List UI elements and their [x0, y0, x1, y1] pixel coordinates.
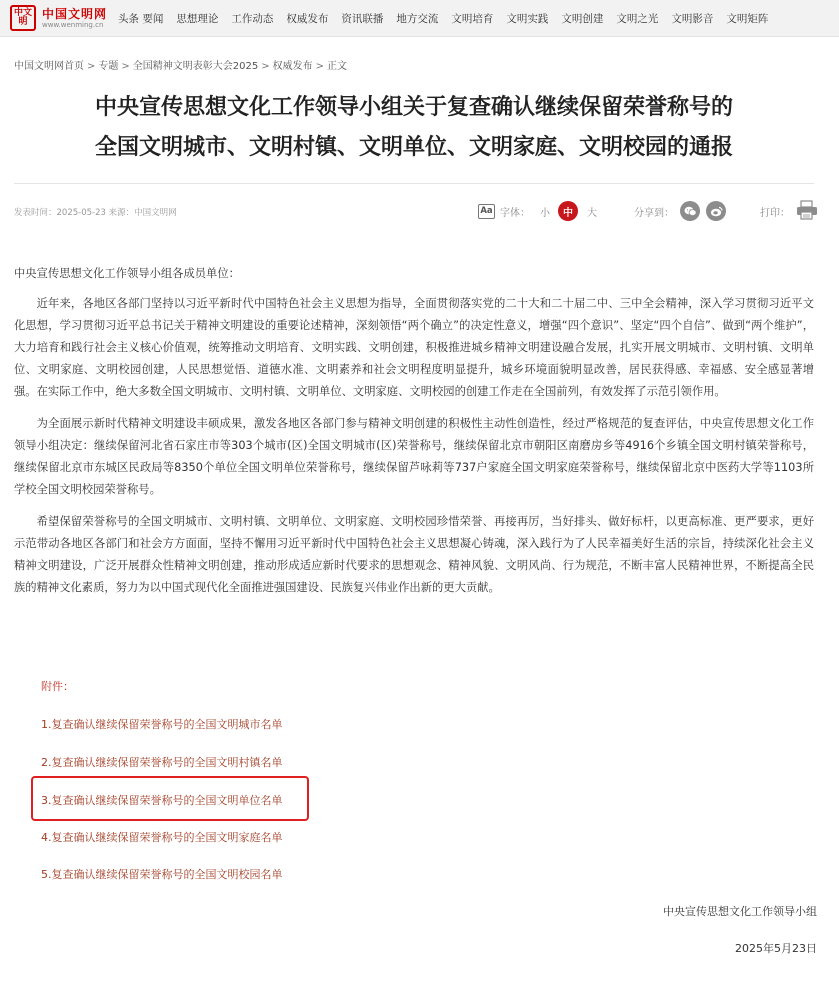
article-body [14, 263, 814, 609]
attachment-link-campuses[interactable]: 5.复查确认继续保留荣誉称号的全国文明校园名单 [41, 868, 283, 881]
article-title-line-2: 全国文明城市、文明村镇、文明单位、文明家庭、文明校园的通报 [94, 135, 733, 160]
logo-seal-icon: 中文明 [10, 5, 36, 31]
share-label: 分享到： [634, 207, 674, 219]
nav-item-media[interactable]: 文明影音 [671, 12, 714, 25]
logo-name: 中国文明网 [42, 6, 108, 21]
nav-item-theory[interactable]: 思想理论 [176, 12, 219, 25]
breadcrumb-topics[interactable]: 专题 [98, 61, 119, 72]
article-paragraph: 为全面展示新时代精神文明建设丰硕成果，激发各地区各部门参与精神文明创建的积极性主动性创造性，经过严格规范的复查评估，中央宣传思想文化工作领导小组决定：继续保留河北省石家庄市等303个城市(区)全国文明城市(区)荣誉称号，继续保留北京市朝阳区南磨房乡等4916个乡镇全国文明村镇荣誉称号，继续保留北京市东城区民政局等8350个单位全国文明单位荣誉称号，继续保留芦咏莉等737户家庭全国文明家庭荣誉称号，继续保留北京中医药大学等1103所学校全国文明校园荣誉称号。 [14, 417, 814, 496]
article-title [14, 88, 814, 168]
signature: 中央宣传思想文化工作领导小组 [663, 905, 817, 918]
wechat-share-icon[interactable] [680, 201, 700, 221]
article-salutation: 中央宣传思想文化工作领导小组各成员单位： [14, 267, 240, 280]
attachment-link-families[interactable]: 4.复查确认继续保留荣誉称号的全国文明家庭名单 [41, 831, 283, 844]
title-divider [14, 183, 814, 184]
nav-item-news-feed[interactable]: 资讯联播 [341, 12, 384, 25]
print-bar [760, 200, 818, 222]
font-size-icon: Aa [478, 204, 495, 219]
nav-item-cultivation[interactable]: 文明培育 [451, 12, 494, 25]
font-size-label: 字体： [500, 207, 530, 219]
nav-item-creation[interactable]: 文明创建 [561, 12, 604, 25]
nav-item-matrix[interactable]: 文明矩阵 [726, 12, 769, 25]
font-size-large-button[interactable]: 大 [587, 207, 597, 219]
attachment-link-villages[interactable]: 2.复查确认继续保留荣誉称号的全国文明村镇名单 [41, 756, 283, 769]
weibo-share-icon[interactable] [706, 201, 726, 221]
highlight-box [31, 776, 309, 821]
share-bar [634, 200, 726, 222]
breadcrumb-current: 正文 [327, 61, 348, 72]
font-size-medium-button[interactable]: 中 [558, 201, 578, 221]
breadcrumb-separator: > [261, 61, 270, 72]
site-logo[interactable] [10, 4, 107, 32]
nav-item-local[interactable]: 地方交流 [396, 12, 439, 25]
logo-text [42, 7, 107, 30]
breadcrumb-home[interactable]: 中国文明网首页 [14, 61, 84, 72]
print-label: 打印： [760, 207, 790, 219]
attachments-title: 附件： [41, 680, 74, 693]
nav-item-work-news[interactable]: 工作动态 [231, 12, 274, 25]
breadcrumb-separator: > [315, 61, 325, 72]
publish-info: 发表时间：2025-05-23 来源：中国文明网 [14, 208, 177, 218]
article-title-line-1: 中央宣传思想文化工作领导小组关于复查确认继续保留荣誉称号的 [94, 95, 733, 120]
font-size-small-button[interactable]: 小 [540, 207, 550, 219]
font-size-control [478, 200, 605, 222]
printer-icon[interactable] [796, 200, 818, 223]
nav-item-practice[interactable]: 文明实践 [506, 12, 549, 25]
breadcrumb-separator: > [121, 61, 130, 72]
article-paragraph: 希望保留荣誉称号的全国文明城市、文明村镇、文明单位、文明家庭、文明校园珍惜荣誉、再接再厉，当好排头、做好标杆，以更高标准、更严要求，更好示范带动各地区各部门和社会方方面面，坚持不懈用习近平新时代中国特色社会主义思想凝心铸魂，深入践行为了人民幸福美好生活的宗旨，持续深化社会主义精神文明建设，广泛开展群众性精神文明创建，推动形成适应新时代要求的思想观念、精神风貌、文明风尚、行为规范，不断丰富人民精神世界，不断提高全民族的精神文化素质，努力为以中国式现代化全面推进强国建设、民族复兴伟业作出新的更大贡献。 [14, 515, 814, 594]
nav-item-headlines[interactable]: 头条 要闻 [118, 12, 164, 25]
article-paragraph: 近年来，各地区各部门坚持以习近平新时代中国特色社会主义思想为指导，全面贯彻落实党的二十大和二十届二中、三中全会精神，深入学习贯彻习近平文化思想，学习贯彻习近平总书记关于精神文明建设的重要论述精神，深刻领悟“两个确立”的决定性意义，增强“四个意识”、坚定“四个自信”、做到“两个维护”，大力培育和践行社会主义核心价值观，统筹推动文明培育、文明实践、文明创建，积极推进城乡精神文明建设融合发展，扎实开展文明城市、文明村镇、文明单位、文明家庭、文明校园创建，人民思想觉悟、道德水准、文明素养和社会文明程度明显提升，城乡环境面貌明显改善，居民获得感、幸福感、安全感显著增强。在实际工作中，绝大多数全国文明城市、文明村镇、文明单位、文明家庭、文明校园的创建工作走在全国前列，有效发挥了示范引领作用。 [14, 297, 814, 398]
attachment-link-units[interactable]: 3.复查确认继续保留荣誉称号的全国文明单位名单 [41, 794, 283, 807]
breadcrumb-separator: > [87, 61, 96, 72]
breadcrumb [14, 57, 347, 72]
nav-item-light[interactable]: 文明之光 [616, 12, 659, 25]
breadcrumb-releases[interactable]: 权威发布 [272, 61, 313, 72]
top-navigation-bar [0, 0, 839, 37]
signature-date: 2025年5月23日 [735, 942, 817, 955]
breadcrumb-conference[interactable]: 全国精神文明表彰大会2025 [132, 61, 259, 72]
attachment-link-cities[interactable]: 1.复查确认继续保留荣誉称号的全国文明城市名单 [41, 718, 283, 731]
logo-url: www.wenming.cn [42, 20, 104, 29]
nav-item-releases[interactable]: 权威发布 [286, 12, 329, 25]
nav-menu [118, 0, 781, 36]
